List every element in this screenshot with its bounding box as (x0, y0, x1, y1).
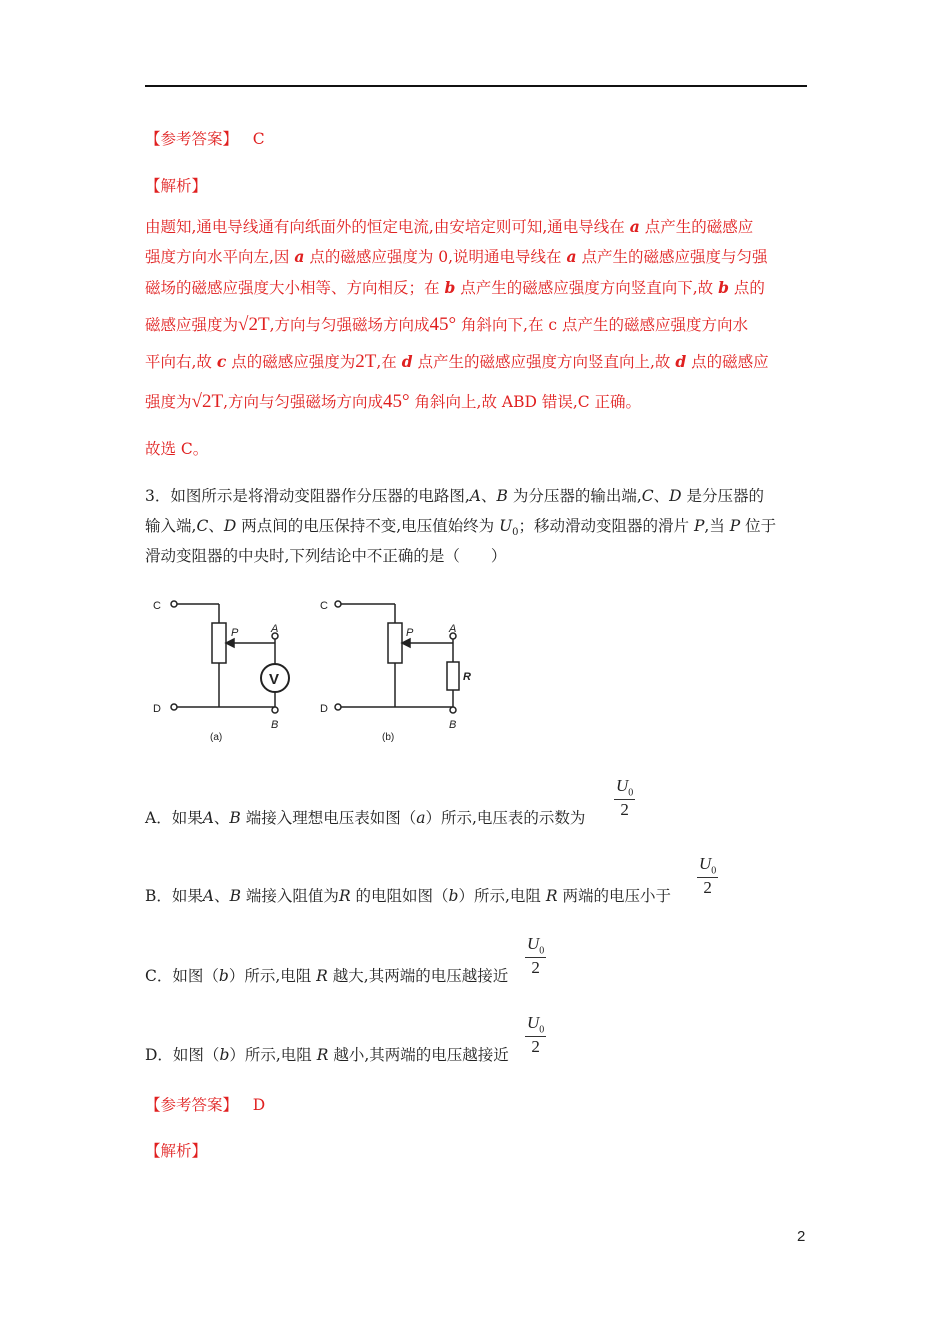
fraction-u0-over-2: $\frac{U_0}{2}$ (527, 1013, 545, 1057)
label-c-a: C (153, 600, 161, 612)
fraction-u0-over-2: $\frac{U_0}{2}$ (699, 854, 717, 898)
question-line-3: 滑动变阻器的中央时,下列结论中不正确的是（ ） (145, 547, 507, 565)
label-c-b: C (320, 600, 328, 612)
sqrt2T-formula: √2T (191, 391, 224, 412)
label-a-a: A (271, 623, 279, 635)
fraction-u0-over-2: $\frac{U_0}{2}$ (527, 934, 545, 978)
angle-45: 45° (429, 314, 457, 335)
label-d-a: D (153, 703, 161, 715)
label-p-a: P (231, 627, 239, 639)
terminal-c (171, 601, 177, 607)
label-r: R (463, 671, 471, 683)
fraction-u0-over-2: $\frac{U_0}{2}$ (616, 776, 634, 820)
sqrt2T-formula: √2T (238, 314, 270, 335)
label-v: V (269, 671, 280, 688)
question-line-2: 输入端,C、D 两点间的电压保持不变,电压值始终为 $U_0$；移动滑动变阻器的滑片 P,当 P 位于 (145, 517, 777, 539)
option-b: B．如果A、B 端接入阻值为R 的电阻如图（b）所示,电阻 R 两端的电压小于 (145, 887, 671, 905)
caption-a: (a) (210, 732, 223, 743)
circuit-a (171, 601, 289, 713)
analysis-label: 【解析】 (145, 1142, 208, 1160)
terminal-d (335, 704, 341, 710)
answer-label: 【参考答案】 D (145, 1096, 266, 1114)
2T-formula: 2T (355, 351, 377, 372)
answer-value: C (252, 130, 265, 148)
label-a-b: A (449, 623, 457, 635)
option-d: D．如图（b）所示,电阻 R 越小,其两端的电压越接近 (145, 1046, 509, 1064)
terminal-c (335, 601, 341, 607)
analysis-line-5: 平向右,故 c 点的磁感应强度为2T,在 d 点产生的磁感应强度方向竖直向上,故 d 点的磁感应 (145, 351, 769, 372)
header-rule (145, 85, 807, 87)
page-number: 2 (797, 1228, 806, 1245)
analysis-line-2: 强度方向水平向左,因 a 点的磁感应强度为 0,说明通电导线在 a 点产生的磁感应强度与匀强 (145, 247, 768, 266)
analysis-line-3: 磁场的磁感应强度大小相等、方向相反；在 b 点产生的磁感应强度方向竖直向下,故 b 点的 (145, 278, 765, 297)
label-b-b: B (449, 719, 457, 731)
question-line-1: 3．如图所示是将滑动变阻器作分压器的电路图,A、B 为分压器的输出端,C、D 是分压器的 (145, 487, 765, 505)
angle-45: 45° (383, 391, 410, 412)
analysis-line-6: 强度为√2T,方向与匀强磁场方向成45° 角斜向上,故 ABD 错误,C 正确。 (145, 391, 642, 412)
caption-b: (b) (382, 732, 395, 743)
resistor-r (447, 662, 459, 690)
answer-label: 【参考答案】 C (145, 130, 265, 148)
option-a: A．如果A、B 端接入理想电压表如图（a）所示,电压表的示数为 (145, 809, 586, 827)
analysis-label: 【解析】 (145, 177, 208, 195)
analysis-line-4: 磁感应强度为√2T,方向与匀强磁场方向成45° 角斜向下,在 c 点产生的磁感应强度方向水 (145, 314, 748, 335)
label-d-b: D (320, 703, 328, 715)
analysis-line-1: 由题知,通电导线通有向纸面外的恒定电流,由安培定则可知,通电导线在 a 点产生的磁感应 (145, 217, 754, 236)
label-b-a: B (271, 719, 279, 731)
analysis-conclusion: 故选 C。 (145, 440, 209, 458)
label-p-b: P (406, 627, 414, 639)
terminal-b (272, 707, 278, 713)
circuit-figures (140, 590, 485, 750)
answer-value: D (252, 1096, 266, 1114)
terminal-d (171, 704, 177, 710)
rheostat-a (212, 623, 226, 663)
rheostat-b (388, 623, 402, 663)
circuit-b (335, 601, 459, 713)
terminal-b (450, 707, 456, 713)
option-c: C．如图（b）所示,电阻 R 越大,其两端的电压越接近 (145, 967, 509, 985)
